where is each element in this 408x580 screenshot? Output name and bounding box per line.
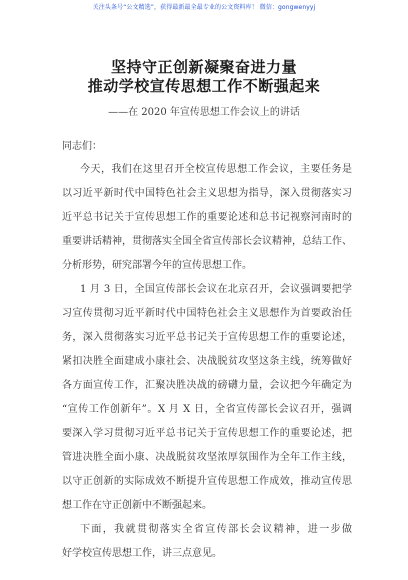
header-watermark-text: 关注头条号“公文精选”，获得最新最全最专业的公文资料库！ 微信：gongwenyyj — [92, 4, 316, 11]
body-line: 各方面宣传工作，汇聚决胜决战的磅礴力量，会议把今年确定为 — [62, 380, 352, 391]
body-line: 近平总书记关于宣传思想工作的重要论述和总书记视察河南时的 — [62, 212, 352, 223]
body-line: 务，深入贯彻落实习近平总书记关于宣传思想工作的重要论述， — [62, 332, 352, 343]
body-line: 紧扣决胜全面建成小康社会、决战脱贫攻坚这条主线，统筹做好 — [62, 356, 352, 367]
body-line: 1 月 3 日，全国宣传部长会议在北京召开，会议强调要把学 — [80, 284, 352, 295]
body-line: 今天，我们在这里召开全校宣传思想工作会议，主要任务是 — [80, 164, 352, 175]
body-line: 好学校宣传思想工作，讲三点意见。 — [62, 548, 222, 559]
salutation: 同志们： — [62, 141, 102, 152]
body-line: 想工作在守正创新中不断强起来。 — [62, 500, 212, 511]
body-line: 重要讲话精神，贯彻落实全国全省宣传部长会议精神，总结工作、 — [62, 236, 352, 247]
body-line: 以习近平新时代中国特色社会主义思想为指导，深入贯彻落实习 — [62, 188, 352, 199]
body-line: 分析形势，研究部署今年的宣传思想工作。 — [62, 260, 252, 271]
body-line: 管进决胜全面小康、决战脱贫攻坚浓厚氛围作为全年工作主线， — [62, 452, 352, 463]
document-title-line-1: 坚持守正创新凝聚奋进力量 — [110, 58, 297, 76]
body-line: 要深入学习贯彻习近平总书记关于宣传思想工作的重要论述，把 — [62, 428, 352, 439]
body-line: 以守正创新的实际成效不断提升宣传思想工作成效，推动宣传思 — [62, 476, 352, 487]
body-line: “宣传工作创新年”。X 月 X 日，全省宣传部长会议召开，强调 — [62, 404, 352, 415]
document-title-line-2: 推动学校宣传思想工作不断强起来 — [87, 77, 321, 95]
body-line: 下面，我就贯彻落实全省宣传部长会议精神，进一步做 — [80, 524, 352, 535]
body-line: 习宣传贯彻习近平新时代中国特色社会主义思想作为首要政治任 — [62, 308, 352, 319]
document-subtitle: ——在 2020 年宣传思想工作会议上的讲话 — [108, 107, 300, 118]
